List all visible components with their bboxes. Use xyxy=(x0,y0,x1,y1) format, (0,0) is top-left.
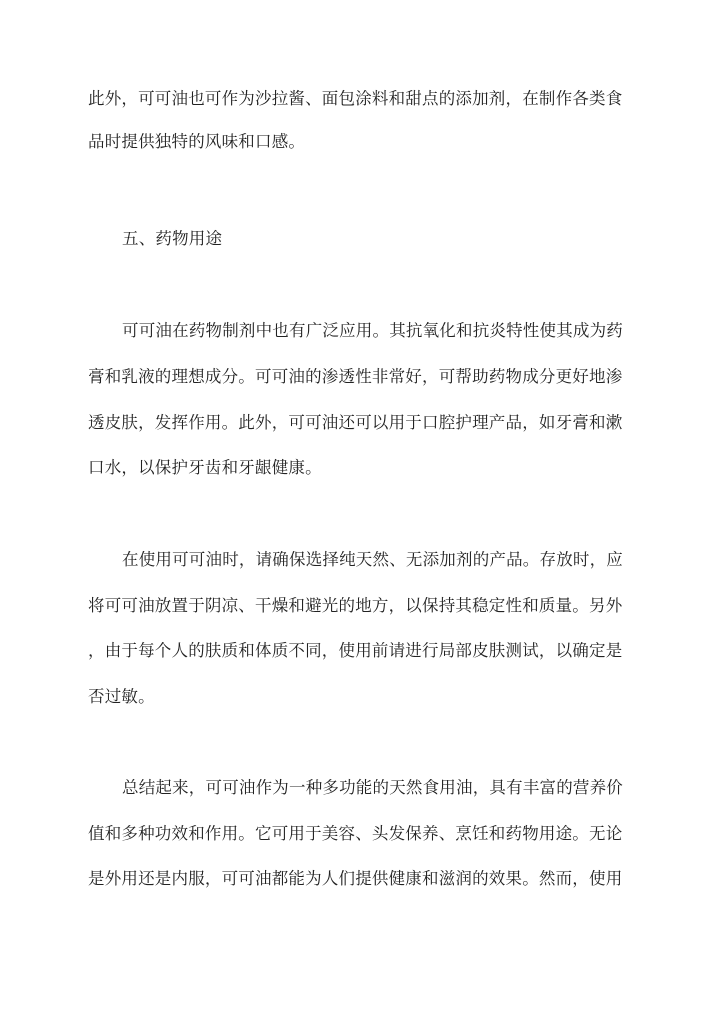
paragraph-4-line-2: 值和多种功效和作用。它可用于美容、头发保养、烹饪和药物用途。无论 xyxy=(88,824,623,843)
paragraph-3-line-2: 将可可油放置于阴凉、干燥和避光的地方，以保持其稳定性和质量。另外 xyxy=(88,596,623,615)
paragraph-3-line-3: ，由于每个人的肤质和体质不同，使用前请进行局部皮肤测试，以确定是 xyxy=(88,641,623,660)
paragraph-2-line-2: 膏和乳液的理想成分。可可油的渗透性非常好，可帮助药物成分更好地渗 xyxy=(88,367,623,386)
paragraph-3-line-4: 否过敏。 xyxy=(88,687,155,706)
paragraph-2-line-4: 口水，以保护牙齿和牙龈健康。 xyxy=(88,458,322,477)
paragraph-2-line-1: 可可油在药物制剂中也有广泛应用。其抗氧化和抗炎特性使其成为药 xyxy=(122,321,623,340)
section-heading: 五、药物用途 xyxy=(122,229,223,248)
paragraph-1-line-1: 此外，可可油也可作为沙拉酱、面包涂料和甜点的添加剂，在制作各类食 xyxy=(88,89,623,108)
paragraph-1-line-2: 品时提供独特的风味和口感。 xyxy=(88,132,306,151)
paragraph-3-line-1: 在使用可可油时，请确保选择纯天然、无添加剂的产品。存放时，应 xyxy=(122,550,623,569)
paragraph-4-line-3: 是外用还是内服，可可油都能为人们提供健康和滋润的效果。然而，使用 xyxy=(88,869,623,888)
paragraph-4-line-1: 总结起来，可可油作为一种多功能的天然食用油，具有丰富的营养价 xyxy=(122,778,623,797)
paragraph-2-line-3: 透皮肤，发挥作用。此外，可可油还可以用于口腔护理产品，如牙膏和漱 xyxy=(88,413,623,432)
